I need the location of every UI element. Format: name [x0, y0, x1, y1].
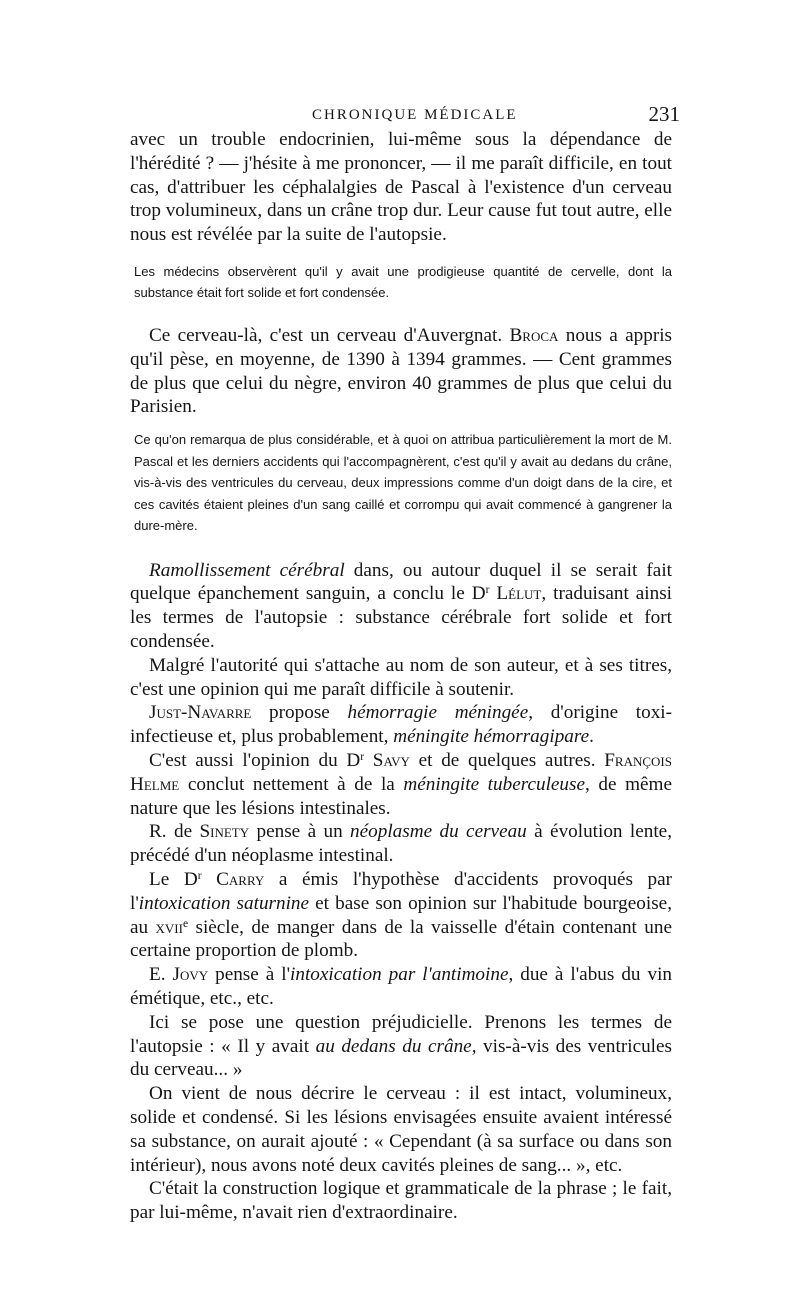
paragraph-1: avec un trouble endocrinien, lui-même sous la dépendance de l'hérédité ? — j'hésite à me prononcer, — il me paraît difficile, en tout cas, d'attribuer les céphalalgies de Pascal à l'existence d'un cerveau trop volumineux, dans un crâne trop dur. Leur cause fut tout autre, elle nous est révélée par la suite de l'autopsie.: [130, 129, 672, 246]
paragraph-6: C'est aussi l'opinion du $D^r$ Savy et de quelques autres. François Helme conclut nettement à de la méningite tuberculeuse, de même nature que les lésions intestinales.: [130, 750, 672, 819]
quote-autopsy-2: Ce qu'on remarqua de plus considérable, et à quoi on attribua particulièrement la mort de M. Pascal et les derniers accidents qui l'accompagnèrent, c'est qu'il y avait au dedans du crâne, vis-à-vis des ventricules du cerveau, deux impressions comme d'un doigt dans de la cire, et ces cavités étaient pleines d'un sang caillé et corrompu qui avait commencé à gangrener la dure-mère.: [134, 432, 672, 534]
author-name: Jovy: [172, 964, 209, 986]
paragraph-9: E. Jovy pense à l'intoxication par l'antimoine, due à l'abus du vin émétique, etc., etc.: [130, 964, 672, 1010]
author-name: Sinety: [199, 821, 250, 843]
paragraph-12: C'était la construction logique et grammaticale de la phrase ; le fait, par lui-même, n'avait rien d'extraordinaire.: [130, 1178, 672, 1224]
paragraph-7: R. de Sinety pense à un néoplasme du cerveau à évolution lente, précédé d'un néoplasme intestinal.: [130, 821, 672, 867]
paragraph-3: Ramollissement cérébral dans, ou autour duquel il se serait fait quelque épanchement sanguin, a conclu le $D^r$ Lélut, traduisant ainsi les termes de l'autopsie : substance cérébrale fort solide et fort condensée.: [130, 559, 672, 653]
author-name: Lélut: [496, 583, 542, 605]
running-head: CHRONIQUE MÉDICALE: [312, 107, 518, 123]
paragraph-5: Just-Navarre propose hémorragie méningée, d'origine toxi-infectieuse et, plus probablement, méningite hémorragipare.: [130, 702, 673, 748]
quote-autopsy-1: Les médecins observèrent qu'il y avait une prodigieuse quantité de cervelle, dont la substance était fort solide et fort condensée.: [134, 263, 672, 301]
author-name: Carry: [216, 869, 265, 891]
paragraph-4: Malgré l'autorité qui s'attache au nom de son auteur, et à ses titres, c'est une opinion qui me paraît difficile à soutenir.: [130, 654, 672, 700]
paragraph-11: On vient de nous décrire le cerveau : il est intact, volumineux, solide et condensé. Si les lésions envisagées ensuite avaient intéressé sa substance, on aurait ajouté : « Cependant (à sa surface ou dans son intérieur), nous avons noté deux cavités pleines de sang... », etc.: [130, 1083, 672, 1176]
paragraph-8: Le $D^r$ Carry a émis l'hypothèse d'accidents provoqués par l'intoxication saturnine et base son opinion sur l'habitude bourgeoise, au xvii$^e$ siècle, de manger dans de la vaisselle d'étain contenant une certaine proportion de plomb.: [130, 869, 673, 962]
paragraph-10: Ici se pose une question préjudicielle. Prenons les termes de l'autopsie : « Il y avait au dedans du crâne, vis-à-vis des ventricules du cerveau... »: [130, 1011, 672, 1081]
paragraph-2: Ce cerveau-là, c'est un cerveau d'Auvergnat. Broca nous a appris qu'il pèse, en moyenne, de 1390 à 1394 grammes. — Cent grammes de plus que celui du nègre, environ 40 grammes de plus que celui du Parisien.: [130, 324, 673, 418]
author-name: Just-Navarre: [149, 702, 252, 724]
author-name: François Helme: [130, 750, 672, 795]
page-number: 231: [648, 102, 680, 126]
author-name: Broca: [509, 324, 559, 346]
author-name: Savy: [372, 750, 410, 772]
body-text: [130, 128, 672, 1225]
